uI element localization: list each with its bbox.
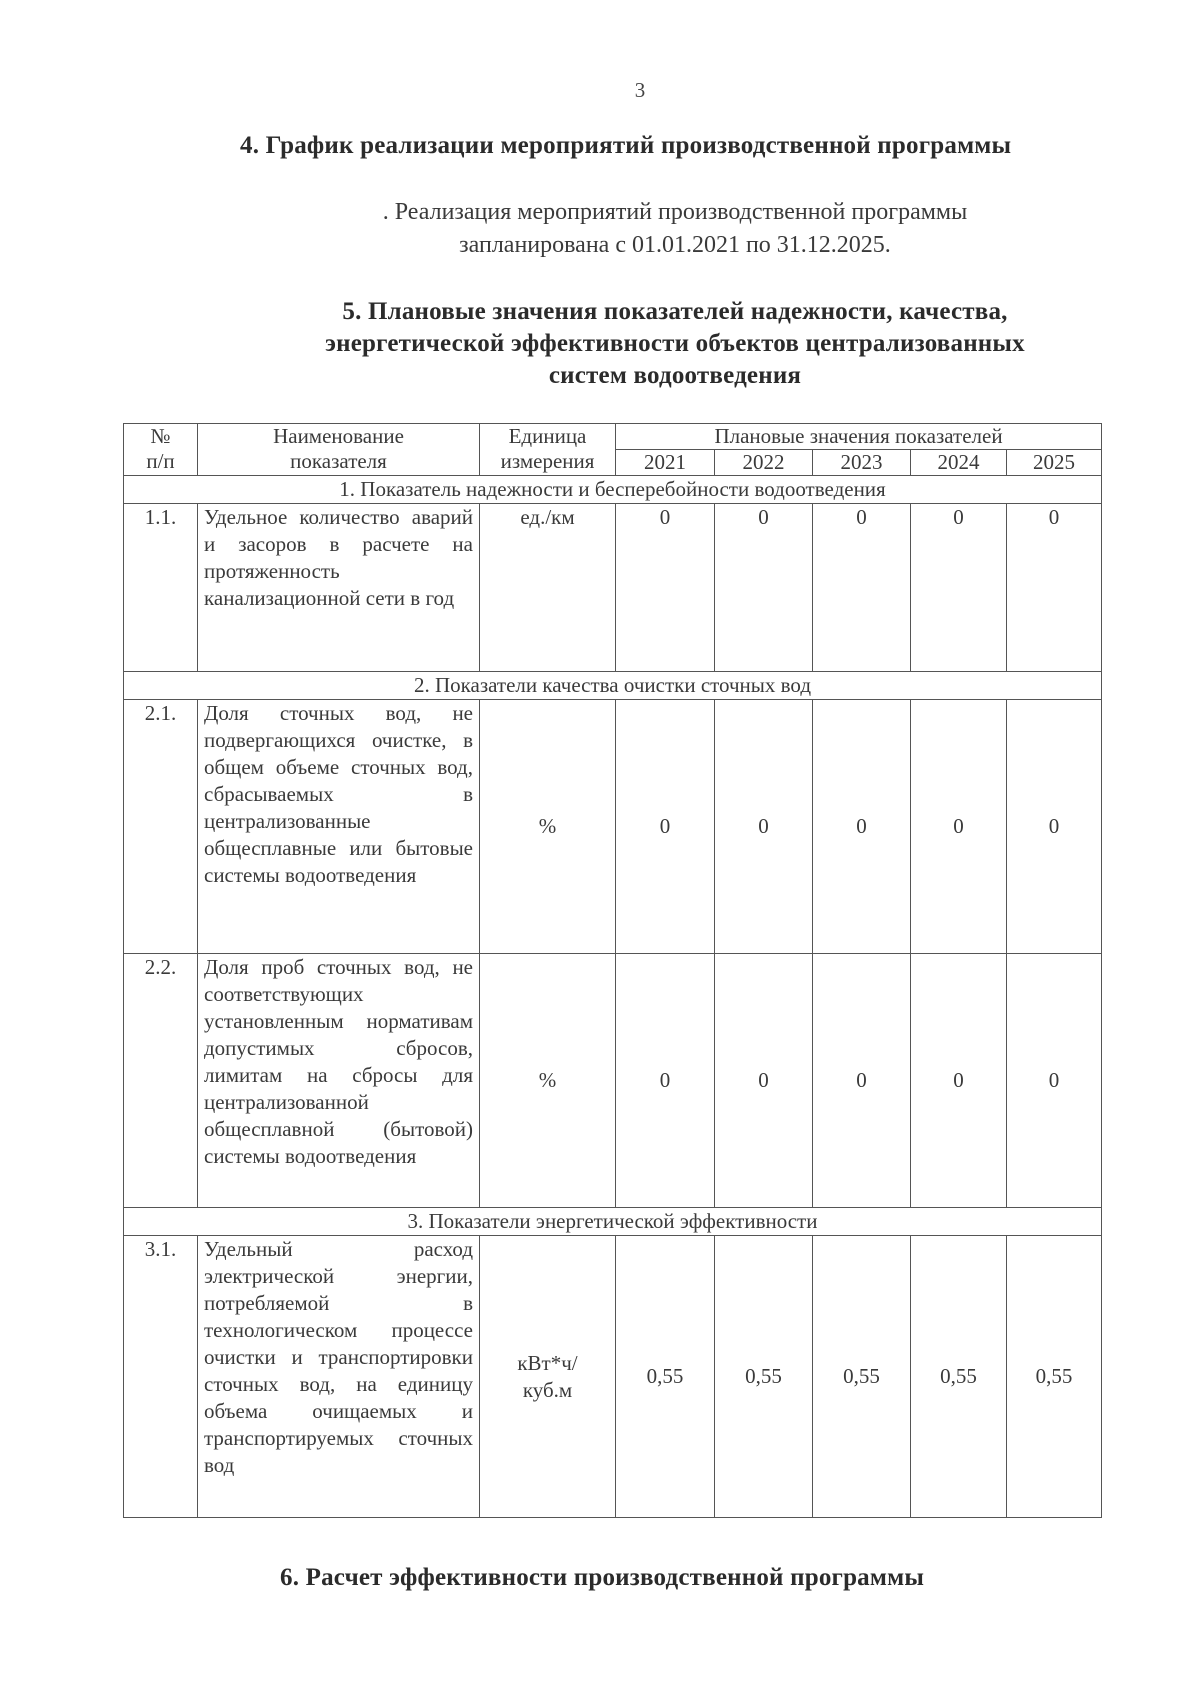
- row-value-2024: 0,55: [911, 1236, 1007, 1518]
- row-value-2023: 0: [813, 504, 911, 672]
- header-name-line1: Наименование: [273, 424, 404, 448]
- row-name: Удельный расход электрической энергии, потребляемой в технологическом процессе очистки и транспортировки сточных вод, на единицу объема очищаемых и транспортируемых сточных вод: [198, 1236, 480, 1518]
- row-no: 2.1.: [124, 700, 198, 954]
- table-row-3-1: [124, 1236, 1102, 1518]
- section-row-2: [124, 672, 1102, 700]
- section-4-text: [200, 196, 1150, 262]
- row-name: Доля сточных вод, не подвергающихся очистке, в общем объеме сточных вод, сбрасываемых в централизованные общесплавные или бытовые системы водоотведения: [198, 700, 480, 954]
- header-unit-line1: Единица: [508, 424, 587, 448]
- section-title-1: 1. Показатель надежности и бесперебойности водоотведения: [124, 476, 1102, 504]
- header-plan: Плановые значения показателей: [616, 424, 1102, 450]
- row-value-2023: 0: [813, 954, 911, 1208]
- section-5-title-line1: 5. Плановые значения показателей надежности, качества,: [342, 298, 1008, 325]
- header-no: [124, 424, 198, 476]
- row-value-2024: 0: [911, 504, 1007, 672]
- header-name: [198, 424, 480, 476]
- row-value-2022: 0: [715, 954, 813, 1208]
- row-value-2022: 0: [715, 700, 813, 954]
- header-name-line2: показателя: [290, 449, 387, 473]
- row-no: 2.2.: [124, 954, 198, 1208]
- section-4-text-line2: запланирована с 01.01.2021 по 31.12.2025.: [459, 232, 891, 258]
- row-value-2022: 0,55: [715, 1236, 813, 1518]
- section-title-3: 3. Показатели энергетической эффективности: [124, 1208, 1102, 1236]
- row-value-2025: 0: [1007, 504, 1102, 672]
- row-unit: %: [480, 954, 616, 1208]
- row-value-2021: 0: [616, 504, 715, 672]
- table-row-2-2: [124, 954, 1102, 1208]
- header-no-line1: №: [150, 424, 171, 448]
- header-year-2023: 2023: [813, 450, 911, 476]
- section-title-2: 2. Показатели качества очистки сточных вод: [124, 672, 1102, 700]
- row-value-2022: 0: [715, 504, 813, 672]
- row-value-2021: 0: [616, 700, 715, 954]
- row-unit-line1: кВт*ч/: [517, 1350, 578, 1375]
- header-year-2022: 2022: [715, 450, 813, 476]
- section-row-3: [124, 1208, 1102, 1236]
- row-value-2021: 0,55: [616, 1236, 715, 1518]
- header-year-2025: 2025: [1007, 450, 1102, 476]
- row-value-2024: 0: [911, 700, 1007, 954]
- row-value-2023: 0,55: [813, 1236, 911, 1518]
- header-year-2021: 2021: [616, 450, 715, 476]
- header-no-line2: п/п: [146, 449, 175, 473]
- row-value-2021: 0: [616, 954, 715, 1208]
- row-value-2024: 0: [911, 954, 1007, 1208]
- table-row-1-1: [124, 504, 1102, 672]
- row-no: 3.1.: [124, 1236, 198, 1518]
- header-year-2024: 2024: [911, 450, 1007, 476]
- section-6-title: 6. Расчет эффективности производственной программы: [280, 1564, 925, 1591]
- section-4-title: 4. График реализации мероприятий производственной программы: [240, 132, 1012, 159]
- row-value-2025: 0: [1007, 954, 1102, 1208]
- table-row-2-1: [124, 700, 1102, 954]
- row-unit: [480, 1236, 616, 1518]
- table-header-row-1: [124, 424, 1102, 450]
- row-name: Доля проб сточных вод, не соответствующих установленным нормативам допустимых сбросов, лимитам на сбросы для централизованной общесплавной (бытовой) системы водоотведения: [198, 954, 480, 1208]
- section-5-title: [200, 296, 1150, 392]
- row-no: 1.1.: [124, 504, 198, 672]
- row-name: Удельное количество аварий и засоров в расчете на протяженность канализационной сети в год: [198, 504, 480, 672]
- page-number: 3: [634, 78, 646, 102]
- header-unit-line2: измерения: [500, 449, 595, 473]
- row-unit: %: [480, 700, 616, 954]
- row-value-2025: 0: [1007, 700, 1102, 954]
- indicators-table: [123, 423, 1102, 1518]
- section-5-title-line3: систем водоотведения: [548, 362, 802, 389]
- row-value-2023: 0: [813, 700, 911, 954]
- row-unit-line2: куб.м: [522, 1377, 573, 1402]
- section-row-1: [124, 476, 1102, 504]
- header-unit: [480, 424, 616, 476]
- section-4-text-line1: . Реализация мероприятий производственной программы: [382, 199, 968, 225]
- row-unit: ед./км: [480, 504, 616, 672]
- row-value-2025: 0,55: [1007, 1236, 1102, 1518]
- section-5-title-line2: энергетической эффективности объектов централизованных: [325, 330, 1025, 357]
